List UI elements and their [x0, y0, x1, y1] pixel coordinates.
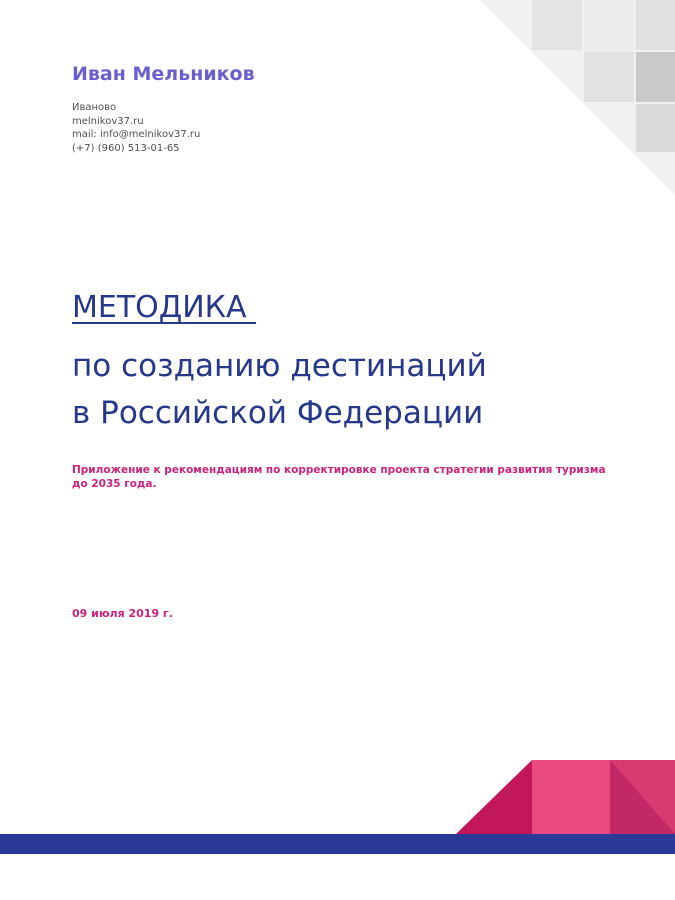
top-decoration-square	[584, 0, 634, 50]
top-decoration-triangle	[480, 0, 675, 195]
subtitle-line-1: по созданию дестинаций	[72, 348, 487, 384]
bottom-decoration-triangle	[456, 760, 532, 834]
contact-phone: (+7) (960) 513-01-65	[72, 142, 180, 154]
top-decoration-square	[636, 52, 675, 102]
top-decoration-square	[532, 0, 582, 50]
top-decoration	[0, 0, 675, 200]
contact-block	[72, 101, 200, 155]
bottom-decoration	[0, 740, 675, 900]
document-title: МЕТОДИКА	[72, 290, 257, 325]
top-decoration-square	[636, 0, 675, 50]
appendix-note: Приложение к рекомендациям по корректировке проекта стратегии развития туризма до 2035 года.	[72, 464, 606, 490]
bottom-decoration-facet	[610, 760, 675, 834]
document-subtitle	[72, 343, 487, 437]
contact-email[interactable]: mail: info@melnikov37.ru	[72, 129, 201, 140]
contact-city: Иваново	[72, 102, 117, 113]
contact-website[interactable]: melnikov37.ru	[72, 115, 144, 127]
top-decoration-square	[636, 104, 675, 152]
bottom-decoration-square	[532, 760, 610, 834]
author-name: Иван Мельников	[72, 63, 255, 85]
top-decoration-square	[584, 52, 634, 102]
bottom-decoration-square	[610, 760, 675, 834]
subtitle-line-2: в Российской Федерации	[72, 395, 484, 431]
bottom-band	[0, 834, 675, 854]
document-date: 09 июля 2019 г.	[72, 607, 173, 620]
